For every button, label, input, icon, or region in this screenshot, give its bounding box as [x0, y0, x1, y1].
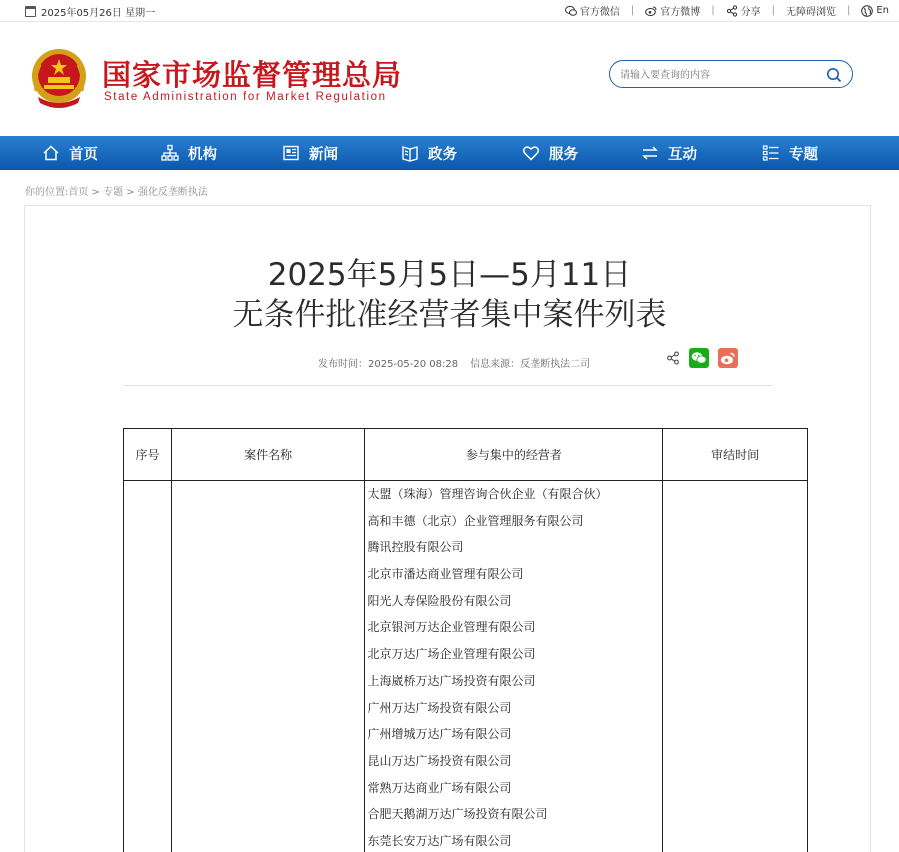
date-text: 2025年05月26日 星期一 — [41, 8, 156, 19]
nav-label: 新闻 — [309, 146, 338, 163]
party-item: 上海崴桥万达广场投资有限公司 — [367, 673, 536, 688]
share-buttons — [666, 348, 738, 368]
party-item: 广州万达广场投资有限公司 — [367, 700, 512, 715]
cases-table — [123, 428, 808, 852]
english-link[interactable] — [861, 5, 889, 17]
divider: | — [846, 5, 851, 16]
main-nav — [0, 136, 899, 170]
nav-item-org[interactable] — [161, 136, 217, 170]
weibo-icon — [720, 351, 736, 365]
site-title-en: State Administration for Market Regulation — [104, 91, 387, 103]
breadcrumb-prefix: 你的位置: — [25, 187, 69, 198]
weibo-icon — [645, 5, 657, 17]
exchange-icon — [641, 144, 659, 162]
calendar-icon — [25, 6, 36, 17]
share-label: 分享 — [740, 7, 761, 18]
divider: | — [711, 5, 715, 16]
table-row — [124, 481, 808, 852]
title-divider — [123, 385, 773, 386]
official-weibo-link[interactable] — [645, 3, 700, 18]
date-display — [25, 4, 155, 19]
site-title-cn[interactable]: 国家市场监督管理总局 — [102, 58, 403, 92]
share-wechat-button[interactable] — [689, 348, 709, 368]
breadcrumb-separator: > — [123, 187, 138, 198]
nav-label: 政务 — [428, 146, 457, 163]
wechat-icon — [565, 5, 577, 17]
nav-item-services[interactable] — [522, 136, 578, 170]
search-input[interactable] — [620, 67, 820, 83]
article-title-line1: 2025年5月5日—5月11日 — [267, 257, 632, 293]
party-item: 腾讯控股有限公司 — [367, 540, 464, 555]
official-wechat-label: 官方微信 — [579, 7, 620, 18]
party-item: 昆山万达广场投资有限公司 — [367, 753, 512, 768]
english-label: En — [876, 5, 889, 16]
nav-item-home[interactable] — [42, 136, 98, 170]
nav-label: 服务 — [549, 146, 578, 163]
nav-label: 机构 — [188, 146, 217, 163]
party-item: 太盟（珠海）管理咨询合伙企业（有限合伙） — [367, 487, 608, 501]
top-utility-bar — [0, 0, 899, 22]
list-icon — [762, 144, 780, 162]
nav-item-interaction[interactable] — [641, 136, 697, 170]
nav-label: 互动 — [668, 146, 697, 163]
col-header-parties: 参与集中的经营者 — [365, 429, 663, 481]
share-icon[interactable] — [666, 351, 680, 365]
home-icon — [42, 144, 60, 162]
org-chart-icon — [161, 144, 179, 162]
table-header-row — [124, 429, 808, 481]
top-links — [565, 3, 889, 18]
search-box — [609, 60, 853, 88]
party-item: 常熟万达商业广场有限公司 — [367, 780, 512, 795]
nav-label: 首页 — [69, 146, 98, 163]
nav-item-government[interactable] — [401, 136, 457, 170]
cell-parties — [365, 481, 663, 852]
heart-icon — [522, 144, 540, 162]
divider: | — [771, 5, 775, 16]
article-title — [0, 255, 899, 335]
article-title-line2: 无条件批准经营者集中案件列表 — [232, 297, 667, 333]
search-icon[interactable] — [826, 67, 842, 83]
party-item: 广州增城万达广场有限公司 — [367, 727, 512, 742]
national-emblem-icon[interactable] — [28, 47, 90, 111]
party-item: 北京万达广场企业管理有限公司 — [367, 647, 536, 662]
share-link[interactable] — [726, 3, 761, 18]
breadcrumb-home[interactable]: 首页 — [68, 187, 89, 198]
divider: | — [630, 5, 635, 16]
nav-label: 专题 — [789, 146, 818, 163]
info-source: 信息来源：反垄断执法二司 — [470, 359, 591, 370]
party-item: 阳光人寿保险股份有限公司 — [367, 593, 512, 608]
official-weibo-label: 官方微博 — [660, 7, 701, 18]
accessibility-label: 无障碍浏览 — [785, 7, 836, 18]
globe-icon — [861, 5, 873, 17]
party-item: 高和丰德（北京）企业管理服务有限公司 — [367, 513, 584, 528]
breadcrumb-topics[interactable]: 专题 — [103, 187, 124, 198]
breadcrumb-separator: > — [88, 187, 104, 198]
share-icon — [726, 5, 738, 17]
accessibility-link[interactable] — [786, 3, 836, 18]
breadcrumb — [25, 183, 208, 198]
party-item: 北京市潘达商业管理有限公司 — [367, 567, 524, 582]
cell-case-name — [171, 481, 365, 852]
party-item: 合肥天鹅湖万达广场投资有限公司 — [367, 807, 548, 822]
news-icon — [282, 144, 300, 162]
cell-date — [663, 481, 808, 852]
publish-time: 发布时间：2025-05-20 08:28 — [318, 359, 459, 370]
breadcrumb-antitrust[interactable]: 强化反垄断执法 — [137, 187, 208, 198]
cell-index — [124, 481, 172, 852]
party-item: 东莞长安万达广场有限公司 — [367, 833, 512, 848]
site-header — [0, 23, 899, 136]
wechat-icon — [691, 351, 707, 365]
share-weibo-button[interactable] — [718, 348, 738, 368]
col-header-date: 审结时间 — [663, 429, 808, 481]
nav-item-topics[interactable] — [762, 136, 818, 170]
col-header-case-name: 案件名称 — [171, 429, 365, 481]
article-meta — [318, 355, 590, 370]
col-header-index: 序号 — [124, 429, 172, 481]
nav-item-news[interactable] — [282, 136, 338, 170]
official-wechat-link[interactable] — [565, 3, 620, 18]
party-item: 北京银河万达企业管理有限公司 — [367, 620, 536, 635]
book-icon — [401, 144, 419, 162]
